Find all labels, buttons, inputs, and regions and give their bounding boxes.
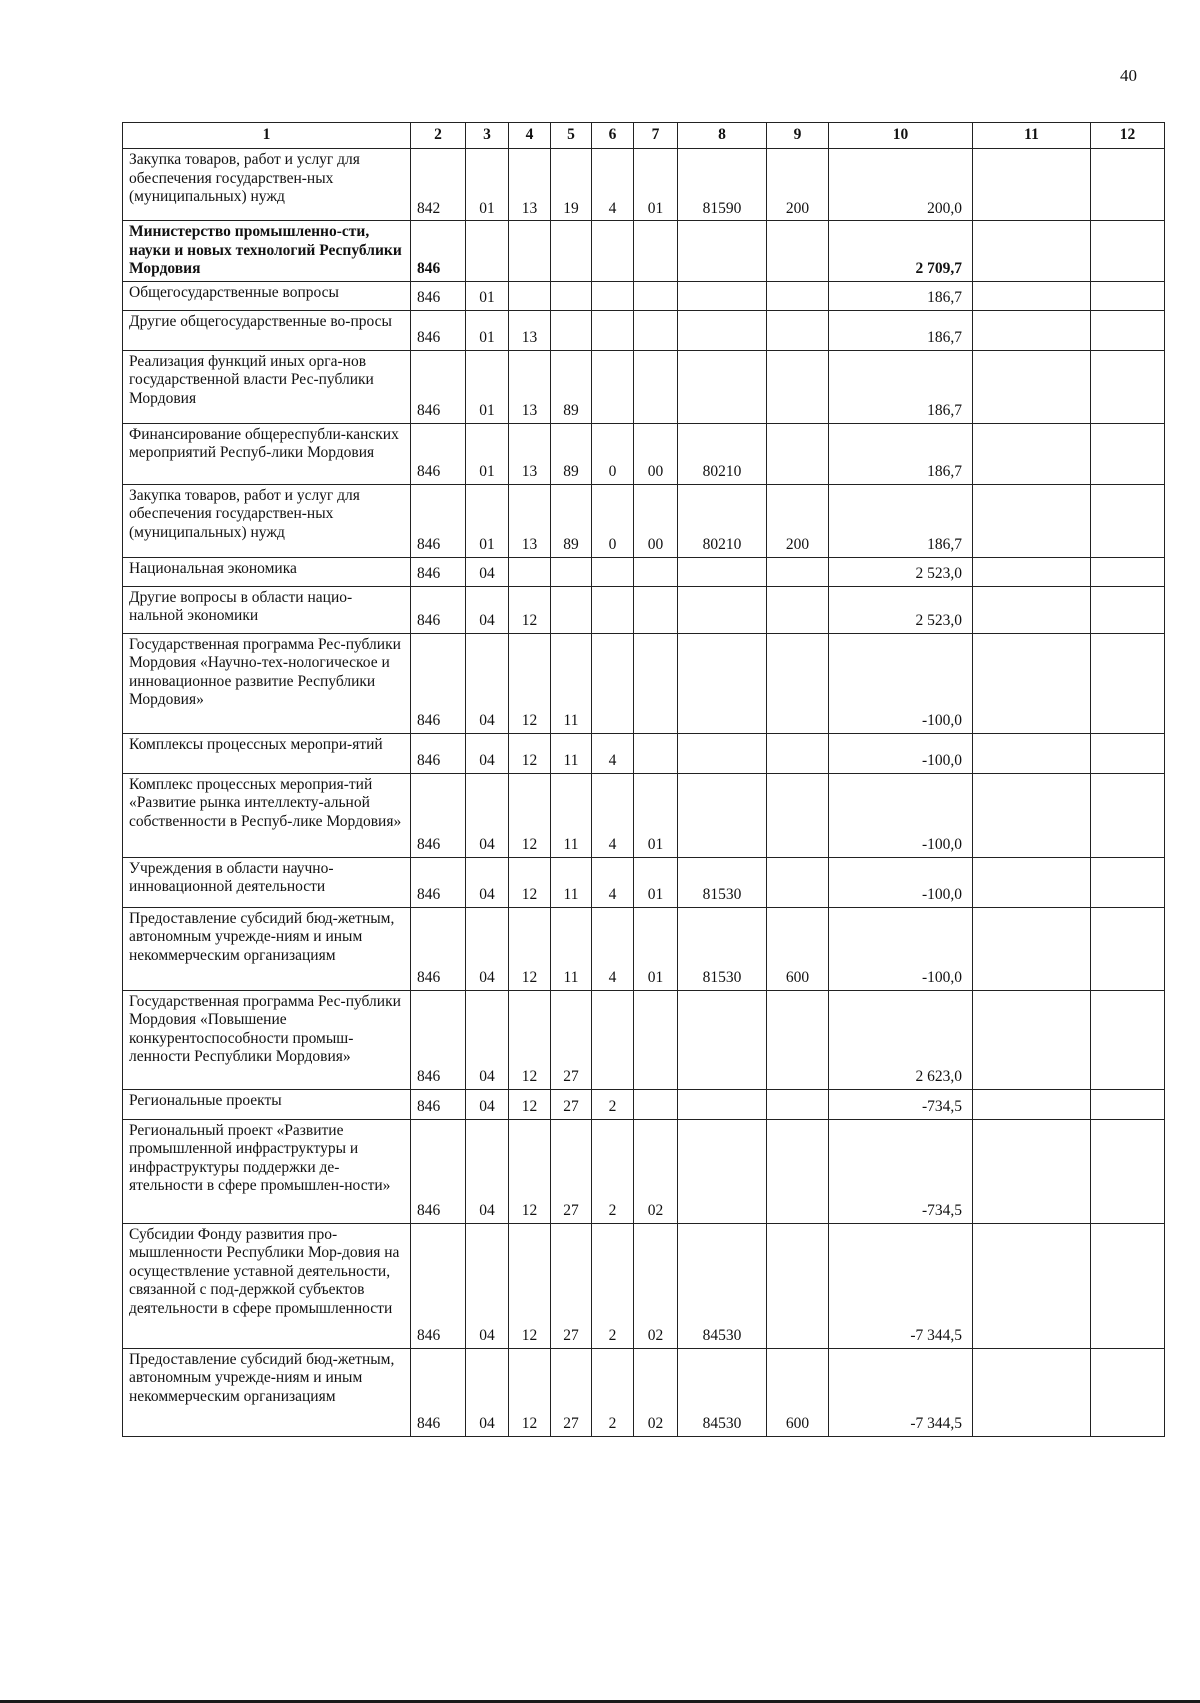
row-code-cell: 12 xyxy=(509,1348,551,1436)
row-code-cell: 19 xyxy=(551,149,592,221)
row-amount-cell: 186,7 xyxy=(829,350,973,423)
row-code-cell xyxy=(767,1089,829,1119)
row-amount-cell: 186,7 xyxy=(829,423,973,484)
row-code-cell: 04 xyxy=(466,1089,509,1119)
column-header: 6 xyxy=(592,123,634,149)
row-name-cell: Субсидии Фонду развития про-мышленности Республики Мор-довия на осуществление уставной деятельности, связанной с под-держкой субъектов деятельности в сфере промышленности xyxy=(123,1223,411,1348)
row-code-cell: 12 xyxy=(509,1119,551,1223)
row-code-cell xyxy=(1091,149,1165,221)
row-amount-cell: 186,7 xyxy=(829,310,973,350)
column-header: 7 xyxy=(634,123,678,149)
row-code-cell: 11 xyxy=(551,733,592,773)
row-code-cell: 846 xyxy=(411,281,466,310)
row-code-cell xyxy=(551,221,592,282)
row-code-cell xyxy=(1091,310,1165,350)
row-code-cell: 13 xyxy=(509,350,551,423)
row-code-cell: 01 xyxy=(634,149,678,221)
row-code-cell xyxy=(678,990,767,1089)
row-code-cell xyxy=(1091,557,1165,586)
row-code-cell xyxy=(973,484,1091,557)
row-code-cell: 11 xyxy=(551,773,592,857)
row-code-cell xyxy=(767,350,829,423)
row-amount-cell: 200,0 xyxy=(829,149,973,221)
row-name-cell: Финансирование общереспубли-канских мероприятий Респуб-лики Мордовия xyxy=(123,423,411,484)
row-code-cell xyxy=(592,221,634,282)
row-code-cell xyxy=(592,310,634,350)
row-name-cell: Закупка товаров, работ и услуг для обеспечения государствен-ных (муниципальных) нужд xyxy=(123,149,411,221)
row-code-cell: 12 xyxy=(509,773,551,857)
row-code-cell: 81530 xyxy=(678,907,767,990)
row-code-cell: 27 xyxy=(551,1119,592,1223)
row-code-cell: 846 xyxy=(411,633,466,733)
row-code-cell: 846 xyxy=(411,773,466,857)
row-code-cell: 80210 xyxy=(678,484,767,557)
row-code-cell: 04 xyxy=(466,773,509,857)
row-code-cell: 846 xyxy=(411,733,466,773)
row-code-cell: 4 xyxy=(592,907,634,990)
table-row xyxy=(123,1089,1165,1119)
row-code-cell xyxy=(973,1223,1091,1348)
row-code-cell xyxy=(634,1089,678,1119)
budget-table xyxy=(122,122,1165,1437)
row-name-cell: Учреждения в области научно-инновационной деятельности xyxy=(123,857,411,907)
row-code-cell: 2 xyxy=(592,1223,634,1348)
row-code-cell: 12 xyxy=(509,990,551,1089)
row-amount-cell: -100,0 xyxy=(829,773,973,857)
row-code-cell: 12 xyxy=(509,857,551,907)
row-code-cell xyxy=(767,281,829,310)
row-code-cell xyxy=(973,281,1091,310)
row-code-cell: 600 xyxy=(767,907,829,990)
row-code-cell xyxy=(1091,586,1165,633)
row-code-cell xyxy=(678,281,767,310)
row-code-cell: 11 xyxy=(551,857,592,907)
row-code-cell xyxy=(678,1119,767,1223)
row-code-cell xyxy=(634,281,678,310)
row-code-cell xyxy=(973,149,1091,221)
row-code-cell xyxy=(767,733,829,773)
row-code-cell: 04 xyxy=(466,1348,509,1436)
row-code-cell: 11 xyxy=(551,633,592,733)
row-code-cell: 846 xyxy=(411,310,466,350)
row-code-cell xyxy=(634,990,678,1089)
row-code-cell: 4 xyxy=(592,857,634,907)
row-code-cell xyxy=(634,350,678,423)
table-row xyxy=(123,733,1165,773)
row-code-cell: 846 xyxy=(411,1223,466,1348)
row-code-cell: 2 xyxy=(592,1089,634,1119)
row-code-cell: 13 xyxy=(509,423,551,484)
row-code-cell: 00 xyxy=(634,484,678,557)
row-code-cell xyxy=(551,281,592,310)
row-name-cell: Закупка товаров, работ и услуг для обеспечения государствен-ных (муниципальных) нужд xyxy=(123,484,411,557)
row-name-cell: Общегосударственные вопросы xyxy=(123,281,411,310)
row-code-cell: 12 xyxy=(509,586,551,633)
table-row xyxy=(123,423,1165,484)
table-row xyxy=(123,557,1165,586)
row-code-cell: 02 xyxy=(634,1223,678,1348)
row-amount-cell: -734,5 xyxy=(829,1089,973,1119)
row-code-cell xyxy=(767,423,829,484)
table-row xyxy=(123,907,1165,990)
row-code-cell xyxy=(1091,1348,1165,1436)
row-code-cell: 01 xyxy=(466,149,509,221)
row-code-cell xyxy=(1091,907,1165,990)
row-name-cell: Государственная программа Рес-публики Мордовия «Научно-тех-нологическое и инновационное развитие Республики Мордовия» xyxy=(123,633,411,733)
row-code-cell xyxy=(634,310,678,350)
table-row xyxy=(123,221,1165,282)
row-code-cell xyxy=(973,586,1091,633)
row-code-cell: 89 xyxy=(551,484,592,557)
row-name-cell: Предоставление субсидий бюд-жетным, автономным учрежде-ниям и иным некоммерческим организациям xyxy=(123,907,411,990)
row-code-cell: 27 xyxy=(551,990,592,1089)
row-code-cell: 04 xyxy=(466,990,509,1089)
table-row xyxy=(123,1223,1165,1348)
table-row xyxy=(123,773,1165,857)
row-name-cell: Другие вопросы в области нацио-нальной экономики xyxy=(123,586,411,633)
row-code-cell xyxy=(634,557,678,586)
row-code-cell xyxy=(973,990,1091,1089)
row-code-cell: 846 xyxy=(411,484,466,557)
table-row xyxy=(123,857,1165,907)
row-amount-cell: 2 523,0 xyxy=(829,557,973,586)
row-code-cell xyxy=(973,907,1091,990)
row-code-cell xyxy=(592,350,634,423)
row-code-cell: 12 xyxy=(509,733,551,773)
row-code-cell: 27 xyxy=(551,1089,592,1119)
row-code-cell xyxy=(592,557,634,586)
column-header: 1 xyxy=(123,123,411,149)
row-code-cell: 846 xyxy=(411,557,466,586)
row-code-cell: 01 xyxy=(466,281,509,310)
table-row xyxy=(123,990,1165,1089)
table-row xyxy=(123,586,1165,633)
row-code-cell: 4 xyxy=(592,733,634,773)
row-amount-cell: 2 523,0 xyxy=(829,586,973,633)
row-code-cell: 846 xyxy=(411,1089,466,1119)
row-code-cell xyxy=(509,281,551,310)
row-code-cell xyxy=(551,586,592,633)
row-name-cell: Национальная экономика xyxy=(123,557,411,586)
row-code-cell: 0 xyxy=(592,423,634,484)
row-code-cell xyxy=(678,586,767,633)
row-name-cell: Предоставление субсидий бюд-жетным, автономным учрежде-ниям и иным некоммерческим организациям xyxy=(123,1348,411,1436)
row-code-cell: 2 xyxy=(592,1119,634,1223)
row-amount-cell: 2 623,0 xyxy=(829,990,973,1089)
row-code-cell: 01 xyxy=(466,310,509,350)
row-code-cell: 12 xyxy=(509,633,551,733)
column-header: 8 xyxy=(678,123,767,149)
row-code-cell xyxy=(466,221,509,282)
table-row xyxy=(123,1348,1165,1436)
row-code-cell xyxy=(1091,857,1165,907)
row-code-cell xyxy=(767,310,829,350)
row-code-cell: 13 xyxy=(509,484,551,557)
row-code-cell: 01 xyxy=(634,857,678,907)
row-code-cell: 89 xyxy=(551,350,592,423)
row-code-cell xyxy=(678,773,767,857)
row-code-cell: 01 xyxy=(466,350,509,423)
row-code-cell: 200 xyxy=(767,149,829,221)
row-code-cell xyxy=(509,221,551,282)
row-code-cell: 4 xyxy=(592,149,634,221)
row-code-cell xyxy=(551,310,592,350)
row-code-cell: 04 xyxy=(466,586,509,633)
row-name-cell: Региональные проекты xyxy=(123,1089,411,1119)
row-code-cell xyxy=(634,633,678,733)
row-code-cell: 04 xyxy=(466,857,509,907)
row-code-cell xyxy=(973,633,1091,733)
table-row xyxy=(123,350,1165,423)
row-code-cell xyxy=(509,557,551,586)
row-code-cell: 12 xyxy=(509,907,551,990)
row-code-cell xyxy=(1091,633,1165,733)
row-code-cell: 01 xyxy=(634,773,678,857)
row-code-cell xyxy=(1091,423,1165,484)
row-code-cell xyxy=(678,633,767,733)
row-code-cell: 842 xyxy=(411,149,466,221)
row-code-cell: 02 xyxy=(634,1119,678,1223)
row-code-cell: 84530 xyxy=(678,1348,767,1436)
row-name-cell: Комплекс процессных мероприя-тий «Развитие рынка интеллекту-альной собственности в Респуб-лике Мордовия» xyxy=(123,773,411,857)
row-code-cell xyxy=(767,857,829,907)
row-code-cell xyxy=(678,1089,767,1119)
column-header: 9 xyxy=(767,123,829,149)
row-code-cell: 2 xyxy=(592,1348,634,1436)
row-code-cell: 27 xyxy=(551,1348,592,1436)
row-code-cell: 81530 xyxy=(678,857,767,907)
row-code-cell: 846 xyxy=(411,350,466,423)
row-code-cell: 846 xyxy=(411,423,466,484)
row-amount-cell: -734,5 xyxy=(829,1119,973,1223)
row-code-cell: 846 xyxy=(411,990,466,1089)
column-header: 10 xyxy=(829,123,973,149)
row-code-cell xyxy=(767,557,829,586)
row-code-cell: 04 xyxy=(466,733,509,773)
row-code-cell xyxy=(634,586,678,633)
row-name-cell: Комплексы процессных меропри-ятий xyxy=(123,733,411,773)
row-name-cell: Реализация функций иных орга-нов государственной власти Рес-публики Мордовия xyxy=(123,350,411,423)
row-code-cell: 846 xyxy=(411,1348,466,1436)
row-amount-cell: -7 344,5 xyxy=(829,1223,973,1348)
row-code-cell xyxy=(1091,1223,1165,1348)
row-code-cell xyxy=(634,733,678,773)
row-code-cell: 11 xyxy=(551,907,592,990)
row-name-cell: Региональный проект «Развитие промышленной инфраструктуры и инфраструктуры поддержки де-ятельности в сфере промышлен-ности» xyxy=(123,1119,411,1223)
row-code-cell: 04 xyxy=(466,907,509,990)
row-amount-cell: 186,7 xyxy=(829,484,973,557)
column-header: 4 xyxy=(509,123,551,149)
row-amount-cell: -100,0 xyxy=(829,907,973,990)
row-code-cell xyxy=(767,586,829,633)
row-code-cell xyxy=(973,773,1091,857)
row-code-cell xyxy=(678,557,767,586)
row-code-cell: 12 xyxy=(509,1089,551,1119)
row-code-cell xyxy=(973,221,1091,282)
row-code-cell xyxy=(973,857,1091,907)
column-header: 11 xyxy=(973,123,1091,149)
row-code-cell: 81590 xyxy=(678,149,767,221)
row-code-cell: 200 xyxy=(767,484,829,557)
table-row xyxy=(123,310,1165,350)
row-code-cell xyxy=(973,423,1091,484)
column-header: 3 xyxy=(466,123,509,149)
row-code-cell xyxy=(678,221,767,282)
row-code-cell: 846 xyxy=(411,857,466,907)
row-code-cell: 04 xyxy=(466,1119,509,1223)
row-code-cell: 01 xyxy=(634,907,678,990)
page-number: 40 xyxy=(1120,66,1137,85)
row-code-cell xyxy=(1091,990,1165,1089)
row-code-cell: 0 xyxy=(592,484,634,557)
row-code-cell xyxy=(592,990,634,1089)
row-code-cell xyxy=(1091,1089,1165,1119)
row-code-cell: 84530 xyxy=(678,1223,767,1348)
row-code-cell: 13 xyxy=(509,310,551,350)
row-code-cell xyxy=(767,1223,829,1348)
row-amount-cell: 186,7 xyxy=(829,281,973,310)
column-header: 12 xyxy=(1091,123,1165,149)
row-code-cell xyxy=(678,350,767,423)
row-code-cell xyxy=(592,586,634,633)
row-code-cell xyxy=(1091,281,1165,310)
column-header: 5 xyxy=(551,123,592,149)
row-code-cell xyxy=(1091,773,1165,857)
row-code-cell: 01 xyxy=(466,484,509,557)
table-row xyxy=(123,149,1165,221)
row-code-cell xyxy=(678,733,767,773)
row-code-cell xyxy=(973,1348,1091,1436)
row-name-cell: Министерство промышленно-сти, науки и новых технологий Республики Мордовия xyxy=(123,221,411,282)
row-code-cell xyxy=(1091,1119,1165,1223)
row-amount-cell: -100,0 xyxy=(829,633,973,733)
row-code-cell xyxy=(973,1089,1091,1119)
column-header: 2 xyxy=(411,123,466,149)
row-code-cell xyxy=(973,733,1091,773)
row-code-cell: 04 xyxy=(466,633,509,733)
row-code-cell xyxy=(592,633,634,733)
table-row xyxy=(123,633,1165,733)
row-amount-cell: -100,0 xyxy=(829,733,973,773)
row-code-cell xyxy=(634,221,678,282)
row-code-cell: 846 xyxy=(411,586,466,633)
table-row xyxy=(123,281,1165,310)
row-amount-cell: 2 709,7 xyxy=(829,221,973,282)
row-code-cell xyxy=(1091,350,1165,423)
row-code-cell xyxy=(1091,221,1165,282)
row-code-cell xyxy=(767,633,829,733)
row-code-cell xyxy=(678,310,767,350)
table-body xyxy=(123,149,1165,1437)
row-code-cell xyxy=(973,350,1091,423)
row-code-cell: 02 xyxy=(634,1348,678,1436)
row-code-cell xyxy=(767,990,829,1089)
row-code-cell: 13 xyxy=(509,149,551,221)
table-row xyxy=(123,484,1165,557)
row-code-cell: 846 xyxy=(411,907,466,990)
row-code-cell: 89 xyxy=(551,423,592,484)
row-code-cell xyxy=(1091,733,1165,773)
row-code-cell xyxy=(592,281,634,310)
table-row xyxy=(123,1119,1165,1223)
row-code-cell: 4 xyxy=(592,773,634,857)
row-code-cell: 846 xyxy=(411,221,466,282)
row-name-cell: Государственная программа Рес-публики Мордовия «Повышение конкурентоспособности промыш-ленности Республики Мордовия» xyxy=(123,990,411,1089)
row-code-cell: 600 xyxy=(767,1348,829,1436)
row-code-cell xyxy=(767,1119,829,1223)
row-code-cell xyxy=(973,1119,1091,1223)
row-code-cell xyxy=(767,773,829,857)
row-code-cell: 01 xyxy=(466,423,509,484)
row-code-cell: 846 xyxy=(411,1119,466,1223)
row-amount-cell: -7 344,5 xyxy=(829,1348,973,1436)
row-code-cell: 00 xyxy=(634,423,678,484)
row-code-cell xyxy=(767,221,829,282)
row-code-cell xyxy=(973,557,1091,586)
row-code-cell: 12 xyxy=(509,1223,551,1348)
row-code-cell: 80210 xyxy=(678,423,767,484)
row-code-cell: 04 xyxy=(466,1223,509,1348)
row-code-cell xyxy=(551,557,592,586)
row-code-cell: 04 xyxy=(466,557,509,586)
row-code-cell xyxy=(973,310,1091,350)
row-code-cell: 27 xyxy=(551,1223,592,1348)
row-name-cell: Другие общегосударственные во-просы xyxy=(123,310,411,350)
table-header-row xyxy=(123,123,1165,149)
row-code-cell xyxy=(1091,484,1165,557)
row-amount-cell: -100,0 xyxy=(829,857,973,907)
